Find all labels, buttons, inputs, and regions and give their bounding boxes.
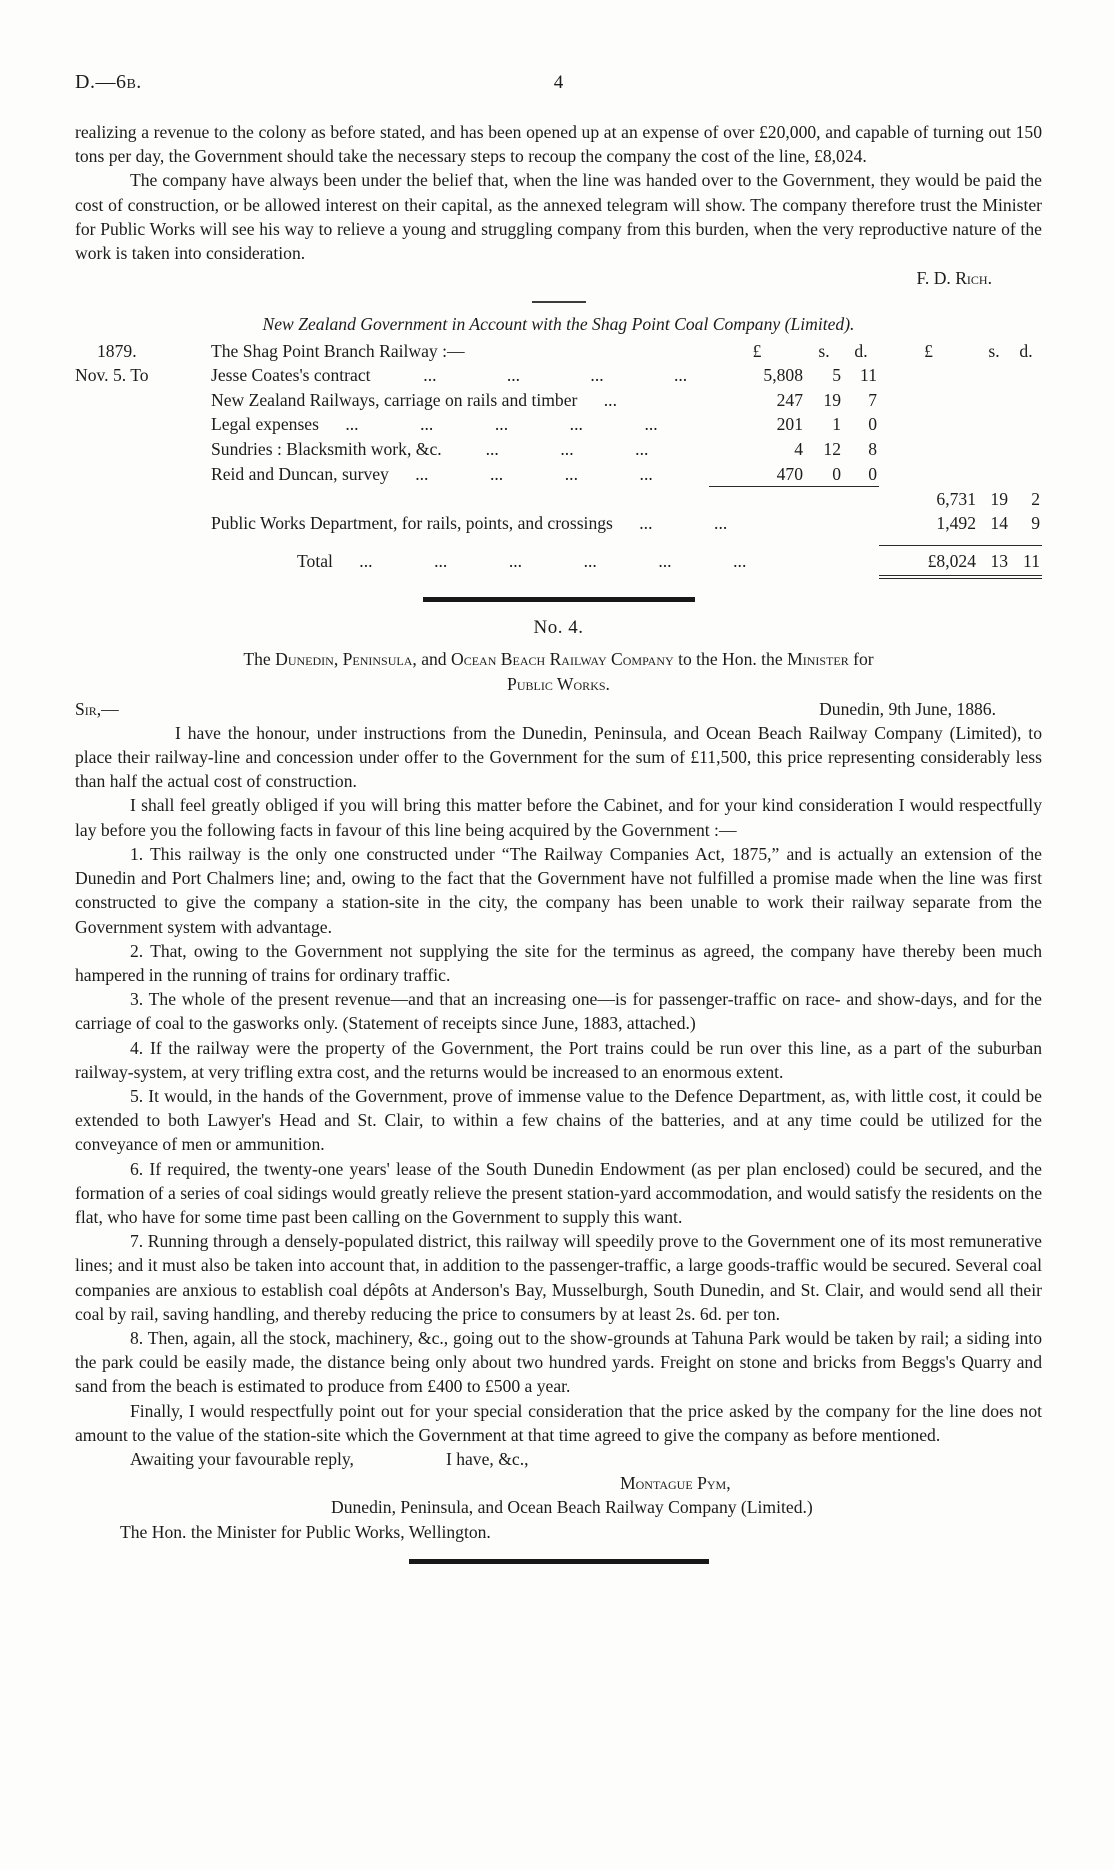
account-table-title: New Zealand Government in Account with the Shag Point Coal Company (Limited). [262, 314, 855, 335]
subtotal-row [75, 487, 1042, 512]
letter-paragraph: 1. This railway is the only one constructed under “The Railway Companies Act, 1875,” and is actually an extension of the Dunedin and Port Chalmers line; and, owing to the fact that the Government have not fulfilled a promise made when the line was first constructed to give the company a station-site in the city, the company has been unable to work their railway separate from the Government system with advantage. [75, 843, 1042, 937]
row-pence: 7 [868, 389, 877, 410]
row-desc: Sundries : Blacksmith work, &c. ... ... ... [211, 439, 649, 459]
row-pounds: 247 [776, 389, 803, 410]
public-works-row [75, 511, 1042, 536]
page-number: 4 [553, 72, 564, 93]
letter-section [75, 616, 1042, 1543]
row-shillings: 5 [832, 365, 841, 386]
col-header-pence-inner: d. [854, 340, 868, 361]
table-row [75, 363, 1042, 388]
total-label: Total ... ... ... ... ... ... [297, 550, 747, 571]
section-divider-rule [423, 597, 695, 602]
subtotal-pounds: 6,731 [936, 488, 976, 509]
closing-row [75, 1447, 1042, 1471]
table-row [75, 437, 1042, 462]
letter-heading-line-1: The Dunedin, Peninsula, and Ocean Beach Railway Company to the Hon. the Minister for [243, 648, 874, 669]
signatory-company: Dunedin, Peninsula, and Ocean Beach Railway Company (Limited.) [331, 1497, 813, 1518]
intro-section [75, 120, 1042, 303]
total-row [75, 545, 1042, 577]
signatory-name: Montague Pym, [620, 1473, 731, 1494]
intro-paragraph-1: realizing a revenue to the colony as before stated, and has been opened up at an expense of over £20,000, and capable of turning out 150 tons per day, the Government should take the necessary steps to recoup the company the cost of the line, £8,024. [75, 122, 1042, 167]
end-of-document-rule [409, 1559, 709, 1564]
letter-heading-line-2: Public Works. [507, 673, 610, 694]
intro-signature: F. D. Rich. [916, 268, 992, 289]
row-shillings: 19 [823, 389, 841, 410]
row-desc: Jesse Coates's contract ... ... ... ... [211, 365, 688, 386]
total-pounds: £8,024 [879, 545, 978, 577]
col-header-pence-outer: d. [1019, 340, 1033, 361]
letter-paragraph: 3. The whole of the present revenue—and that an increasing one—is for passenger-traffic on race- and show-days, and for the carriage of coal to the gasworks only. (Statement of receipts since June, 1883, attached.) [75, 989, 1042, 1034]
letter-paragraph: 5. It would, in the hands of the Government, prove of immense value to the Defence Department, as, with little cost, it could be extended to both Lawyer's Head and St. Clair, to within a few chains of the batteries, and at any time could be utilized for the conveyance of men or ammunition. [75, 1085, 1042, 1155]
pw-pounds: 1,492 [936, 513, 976, 534]
account-table [75, 339, 1042, 580]
letter-paragraph: 7. Running through a densely-populated district, this railway will speedily prove to the Government one of its most remunerative lines; and it must also be taken into account that, in addition to the passenger-traffic, a large goods-traffic would be secured. Several coal companies are anxious to establish coal dépôts at Anderson's Bay, Musselburgh, South Dunedin, and St. Clair, and would send all their coal by rail, saving handling, and thereby reducing the price to consumers by at least 2s. 6d. per ton. [75, 1231, 1042, 1324]
row-shillings: 12 [823, 439, 841, 459]
dateline: Dunedin, 9th June, 1886. [819, 698, 996, 719]
valediction: I have, &c., [445, 1448, 529, 1469]
page-header [75, 70, 1042, 96]
short-divider-rule [532, 301, 586, 303]
section-label: The Shag Point Branch Railway :— [211, 340, 465, 361]
letter-paragraph: 4. If the railway were the property of the Government, the Port trains could be run over this line, as a part of the suburban railway-system, at very trifling extra cost, and the returns would be increased to an enormous extent. [75, 1037, 1042, 1082]
total-pence: 11 [1010, 545, 1042, 577]
row-desc: Legal expenses ... ... ... ... ... [211, 414, 658, 435]
row-shillings: 1 [832, 414, 841, 435]
row-desc: Public Works Department, for rails, points, and crossings ... ... [211, 513, 728, 534]
letter-paragraph: 2. That, owing to the Government not supplying the site for the terminus as agreed, the company have thereby been much hampered in the running of trains for ordinary traffic. [75, 940, 1042, 985]
salutation: Sir,— [75, 698, 119, 719]
letter-heading [75, 647, 1042, 697]
table-header-row [75, 339, 1042, 364]
col-header-pound-outer: £ [924, 340, 933, 361]
addressee: The Hon. the Minister for Public Works, Wellington. [120, 1521, 491, 1542]
letter-paragraph: I have the honour, under instructions from the Dunedin, Peninsula, and Ocean Beach Railway Company (Limited), to place their railway-line and concession under offer to the Government for the sum of £11,500, this price representing considerably less than half the actual cost of construction. [75, 722, 1042, 792]
document-reference: D.—6b. [75, 71, 142, 93]
row-date: Nov. 5. To [75, 365, 149, 386]
pw-shillings: 14 [990, 513, 1008, 534]
table-row [75, 412, 1042, 437]
table-row [75, 462, 1042, 487]
letter-paragraph: I shall feel greatly obliged if you will bring this matter before the Cabinet, and for your kind consideration I would respectfully lay before you the following facts in favour of this line being acquired by the Government :— [75, 795, 1042, 840]
col-header-pound-inner: £ [752, 340, 762, 361]
year-label: 1879. [97, 340, 137, 361]
account-section [75, 312, 1042, 579]
subtotal-rule [709, 487, 805, 512]
pw-pence: 9 [1031, 513, 1040, 534]
row-pounds: 470 [776, 463, 803, 484]
letter-paragraph: Finally, I would respectfully point out for your special consideration that the price asked by the company for the line does not amount to the value of the station-site which the Government at that time agreed to give the company as before mentioned. [75, 1400, 1042, 1445]
salutation-row [75, 697, 1042, 721]
closing-phrase: Awaiting your favourable reply, [130, 1448, 354, 1469]
letter-paragraph: 8. Then, again, all the stock, machinery, &c., going out to the show-grounds at Tahuna Park would be taken by rail; a siding into the park could be easily made, the distance being only about two hundred yards. Freight on stone and bricks from Beggs's Quarry and sand from the beach is estimated to produce from £400 to £500 a year. [75, 1327, 1042, 1397]
row-pence: 0 [868, 463, 877, 484]
letter-number-heading: No. 4. [533, 617, 584, 639]
row-pence: 8 [868, 439, 877, 459]
subtotal-shillings: 19 [990, 488, 1008, 509]
subtotal-pence: 2 [1031, 488, 1040, 509]
row-desc: New Zealand Railways, carriage on rails and timber ... [211, 389, 617, 410]
spacer-row [75, 536, 1042, 546]
letter-paragraph: 6. If required, the twenty-one years' lease of the South Dunedin Endowment (as per plan enclosed) could be secured, and the formation of a series of coal sidings would greatly relieve the present station-yard accommodation, and would satisfy the residents on the flat, who have for some time past been calling on the Government to supply this want. [75, 1158, 1042, 1227]
row-desc: Reid and Duncan, survey ... ... ... ... [211, 463, 653, 484]
row-pounds: 5,808 [763, 365, 803, 386]
row-pence: 11 [860, 365, 877, 386]
col-header-shillings-inner: s. [818, 340, 830, 361]
col-header-shillings-outer: s. [988, 340, 1000, 361]
row-shillings: 0 [832, 463, 841, 484]
row-pounds: 201 [776, 414, 803, 435]
intro-paragraph-2: The company have always been under the belief that, when the line was handed over to the Government, they would be paid the cost of construction, or be allowed interest on their capital, as the annexed telegram will show. The company therefore trust the Minister for Public Works will see his way to relieve a young and struggling company from this burden, when the very reproductive nature of the work is taken into consideration. [75, 170, 1042, 264]
table-row [75, 388, 1042, 413]
row-pence: 0 [868, 414, 877, 435]
row-pounds: 4 [794, 439, 803, 459]
total-shillings: 13 [978, 545, 1010, 577]
